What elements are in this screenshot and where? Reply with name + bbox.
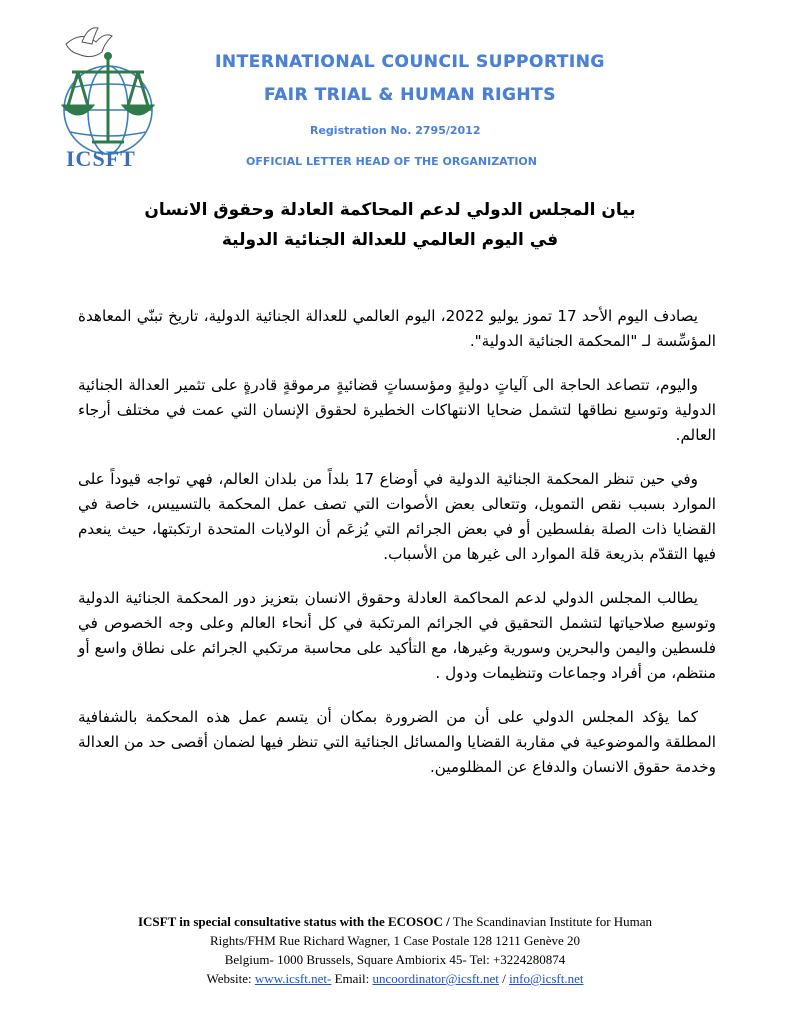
- paragraph-5: كما يؤكد المجلس الدولي على أن من الضرورة بمكان أن يتسم عمل هذه المحكمة بالشفافية المطلقة والموضوعية في مقاربة القضايا والمسائل الجنائية التي تنظر فيها لضمان أقصى حد من العدالة وخدمة حقوق الانسان والدفاع عن المظلومين.: [78, 708, 716, 776]
- org-name-line-2: FAIR TRIAL & HUMAN RIGHTS: [263, 85, 556, 105]
- registration-number: Registration No. 2795/2012: [310, 124, 481, 137]
- email-separator: /: [498, 971, 510, 986]
- footer-line-1: [60, 912, 730, 931]
- org-name-line-1: INTERNATIONAL COUNCIL SUPPORTING: [215, 52, 605, 72]
- paragraph-1: يصادف اليوم الأحد 17 تموز يوليو 2022، اليوم العالمي للعدالة الجنائية الدولية، تاريخ تبنّي المعاهدة المؤسِّسة لـ "المحكمة الجنائية الدولية".: [78, 307, 716, 350]
- footer-line-4: [60, 969, 730, 988]
- footer-line-2: Rights/FHM Rue Richard Wagner, 1 Case Postale 128 1211 Genève 20: [210, 933, 580, 948]
- statement-body: [78, 304, 716, 799]
- email-link-info[interactable]: info@icsft.net: [509, 971, 584, 986]
- website-label: Website:: [206, 971, 255, 986]
- website-link[interactable]: www.icsft.net-: [254, 971, 332, 986]
- paragraph-4: يطالب المجلس الدولي لدعم المحاكمة العادلة وحقوق الانسان بتعزيز دور المحكمة الجنائية الدولية وتوسيع صلاحياتها لتشمل التحقيق في الجرائم المرتكبة في كل أنحاء العالم وعلى وجه الخصوص في فلسطين واليمن والبحرين وسورية وغيرها، مع التأكيد على محاسبة مرتكبي الجرائم على نطاق واسع أو منتظم، من أفراد وجماعات وتنظيمات ودول .: [78, 589, 716, 682]
- footer-consultative-status: ICSFT in special consultative status with the ECOSOC /: [137, 914, 450, 929]
- email-link-uncoordinator[interactable]: uncoordinator@icsft.net: [372, 971, 499, 986]
- logo-text: ICSFT: [66, 146, 136, 171]
- email-label: Email:: [331, 971, 373, 986]
- paragraph-3: وفي حين تنظر المحكمة الجنائية الدولية في أوضاع 17 بلداً من بلدان العالم، فهي تواجه قيوداً على الموارد بسبب نقص التمويل، وتتعالى بعض الأصوات التي تصف عمل المحكمة بالتسييس، خاصة في القضايا ذات الصلة بفلسطين أو في بعض الجرائم التي يُزعَم أن الولايات المتحدة ارتكبتها، حيث ينعدم فيها التقدّم بذريعة قلة الموارد الى غيرها من الأسباب.: [78, 470, 716, 563]
- statement-title-line-2: في اليوم العالمي للعدالة الجنائية الدولية: [221, 230, 559, 250]
- footer-line-3: Belgium- 1000 Brussels, Square Ambiorix 45- Tel: +3224280874: [224, 952, 566, 967]
- statement-title-line-1: بيان المجلس الدولي لدعم المحاكمة العادلة وحقوق الانسان: [144, 200, 636, 220]
- footer-institute: The Scandinavian Institute for Human: [449, 914, 653, 929]
- paragraph-2: واليوم، تتصاعد الحاجة الى آلياتٍ دوليةٍ ومؤسساتٍ قضائيةٍ مرموقةٍ قادرةٍ على تثمير العدالة الجنائية الدولية وتوسيع نطاقها لتشمل ضحايا الانتهاكات الخطيرة لحقوق الإنسان التي عمت في مختلف أرجاء العالم.: [78, 376, 716, 444]
- official-letterhead-label: OFFICIAL LETTER HEAD OF THE ORGANIZATION: [246, 155, 537, 168]
